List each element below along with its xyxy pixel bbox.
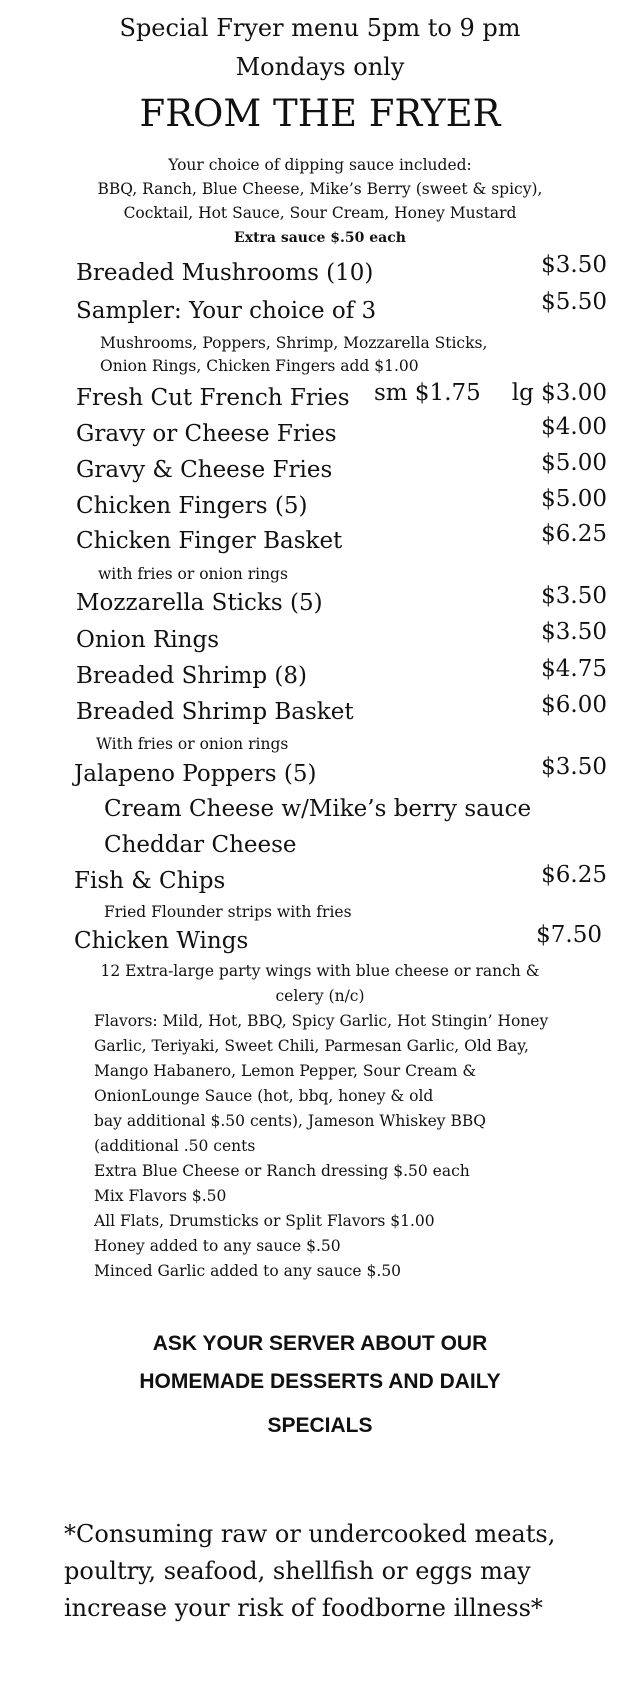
item-wings-price: $7.50: [536, 922, 602, 948]
item-sampler-price: $5.50: [541, 289, 607, 315]
server-note-1: ASK YOUR SERVER ABOUT OUR: [152, 1332, 488, 1355]
wing-note-1: Flavors: Mild, Hot, BBQ, Spicy Garlic, Hot Stingin’ Honey: [94, 1012, 549, 1030]
item-sampler-desc-2: Onion Rings, Chicken Fingers add $1.00: [100, 357, 419, 375]
wing-note-9: All Flats, Drumsticks or Split Flavors $1.00: [94, 1212, 435, 1230]
item-onion-rings-name: Onion Rings: [76, 627, 220, 653]
item-fish-name: Fish & Chips: [74, 868, 226, 894]
item-fish-desc: Fried Flounder strips with fries: [104, 903, 352, 921]
item-fish-price: $6.25: [541, 862, 607, 888]
item-shrimp-name: Breaded Shrimp (8): [76, 663, 307, 689]
item-wings-desc-1: 12 Extra-large party wings with blue cheese or ranch &: [100, 962, 540, 980]
wing-note-4: OnionLounge Sauce (hot, bbq, honey & old: [94, 1087, 434, 1105]
item-finger-basket-desc: with fries or onion rings: [98, 565, 288, 583]
item-wings-name: Chicken Wings: [74, 928, 249, 954]
page-title: FROM THE FRYER: [139, 92, 501, 135]
wing-note-11: Minced Garlic added to any sauce $.50: [94, 1262, 402, 1280]
header-hours: Special Fryer menu 5pm to 9 pm: [119, 14, 521, 42]
item-mozzarella-price: $3.50: [541, 583, 607, 609]
item-mushrooms-price: $3.50: [541, 252, 607, 278]
sauce-intro: Your choice of dipping sauce included:: [168, 156, 472, 174]
server-note-3: SPECIALS: [267, 1414, 373, 1437]
extra-sauce-note: Extra sauce $.50 each: [234, 230, 406, 246]
sauce-list-1: BBQ, Ranch, Blue Cheese, Mike’s Berry (sweet & spicy),: [97, 180, 543, 198]
wing-note-7: Extra Blue Cheese or Ranch dressing $.50 each: [94, 1162, 470, 1180]
item-poppers-name: Jalapeno Poppers (5): [74, 761, 317, 787]
item-shrimp-basket-desc: With fries or onion rings: [96, 735, 289, 753]
wing-note-10: Honey added to any sauce $.50: [94, 1237, 341, 1255]
item-fries-large-price: lg $3.00: [511, 380, 607, 406]
item-chicken-fingers-price: $5.00: [541, 486, 607, 512]
item-gravy-or-cheese-name: Gravy or Cheese Fries: [76, 421, 337, 447]
wing-note-3: Mango Habanero, Lemon Pepper, Sour Cream &: [94, 1062, 477, 1080]
item-wings-desc-2: celery (n/c): [275, 987, 365, 1005]
disclaimer-line-2: poultry, seafood, shellfish or eggs may: [64, 1557, 531, 1585]
item-fries-small-price: sm $1.75: [374, 380, 481, 406]
item-mushrooms-name: Breaded Mushrooms (10): [76, 260, 374, 286]
item-sampler-desc-1: Mushrooms, Poppers, Shrimp, Mozzarella Sticks,: [100, 334, 488, 352]
item-gravy-and-cheese-name: Gravy & Cheese Fries: [76, 457, 333, 483]
wing-note-6: (additional .50 cents: [94, 1137, 256, 1155]
sauce-list-2: Cocktail, Hot Sauce, Sour Cream, Honey Mustard: [123, 204, 517, 222]
wing-note-5: bay additional $.50 cents), Jameson Whiskey BBQ: [94, 1112, 486, 1130]
item-mozzarella-name: Mozzarella Sticks (5): [76, 590, 323, 616]
disclaimer-line-3: increase your risk of foodborne illness*: [64, 1594, 543, 1622]
item-sampler-name: Sampler: Your choice of 3: [76, 298, 377, 324]
wing-note-2: Garlic, Teriyaki, Sweet Chili, Parmesan Garlic, Old Bay,: [94, 1037, 529, 1055]
wing-note-8: Mix Flavors $.50: [94, 1187, 227, 1205]
item-shrimp-basket-name: Breaded Shrimp Basket: [76, 699, 354, 725]
item-finger-basket-name: Chicken Finger Basket: [76, 528, 343, 554]
server-note-2: HOMEMADE DESSERTS AND DAILY: [139, 1370, 501, 1393]
item-fries-name: Fresh Cut French Fries: [76, 385, 350, 411]
item-poppers-option-cream: Cream Cheese w/Mike’s berry sauce: [104, 796, 532, 822]
item-chicken-fingers-name: Chicken Fingers (5): [76, 493, 308, 519]
disclaimer-line-1: *Consuming raw or undercooked meats,: [64, 1520, 556, 1548]
item-gravy-or-cheese-price: $4.00: [541, 414, 607, 440]
item-gravy-and-cheese-price: $5.00: [541, 450, 607, 476]
item-shrimp-basket-price: $6.00: [541, 692, 607, 718]
item-shrimp-price: $4.75: [541, 656, 607, 682]
item-poppers-price: $3.50: [541, 754, 607, 780]
item-poppers-option-cheddar: Cheddar Cheese: [104, 832, 297, 858]
header-days: Mondays only: [235, 53, 405, 81]
item-onion-rings-price: $3.50: [541, 619, 607, 645]
item-finger-basket-price: $6.25: [541, 521, 607, 547]
